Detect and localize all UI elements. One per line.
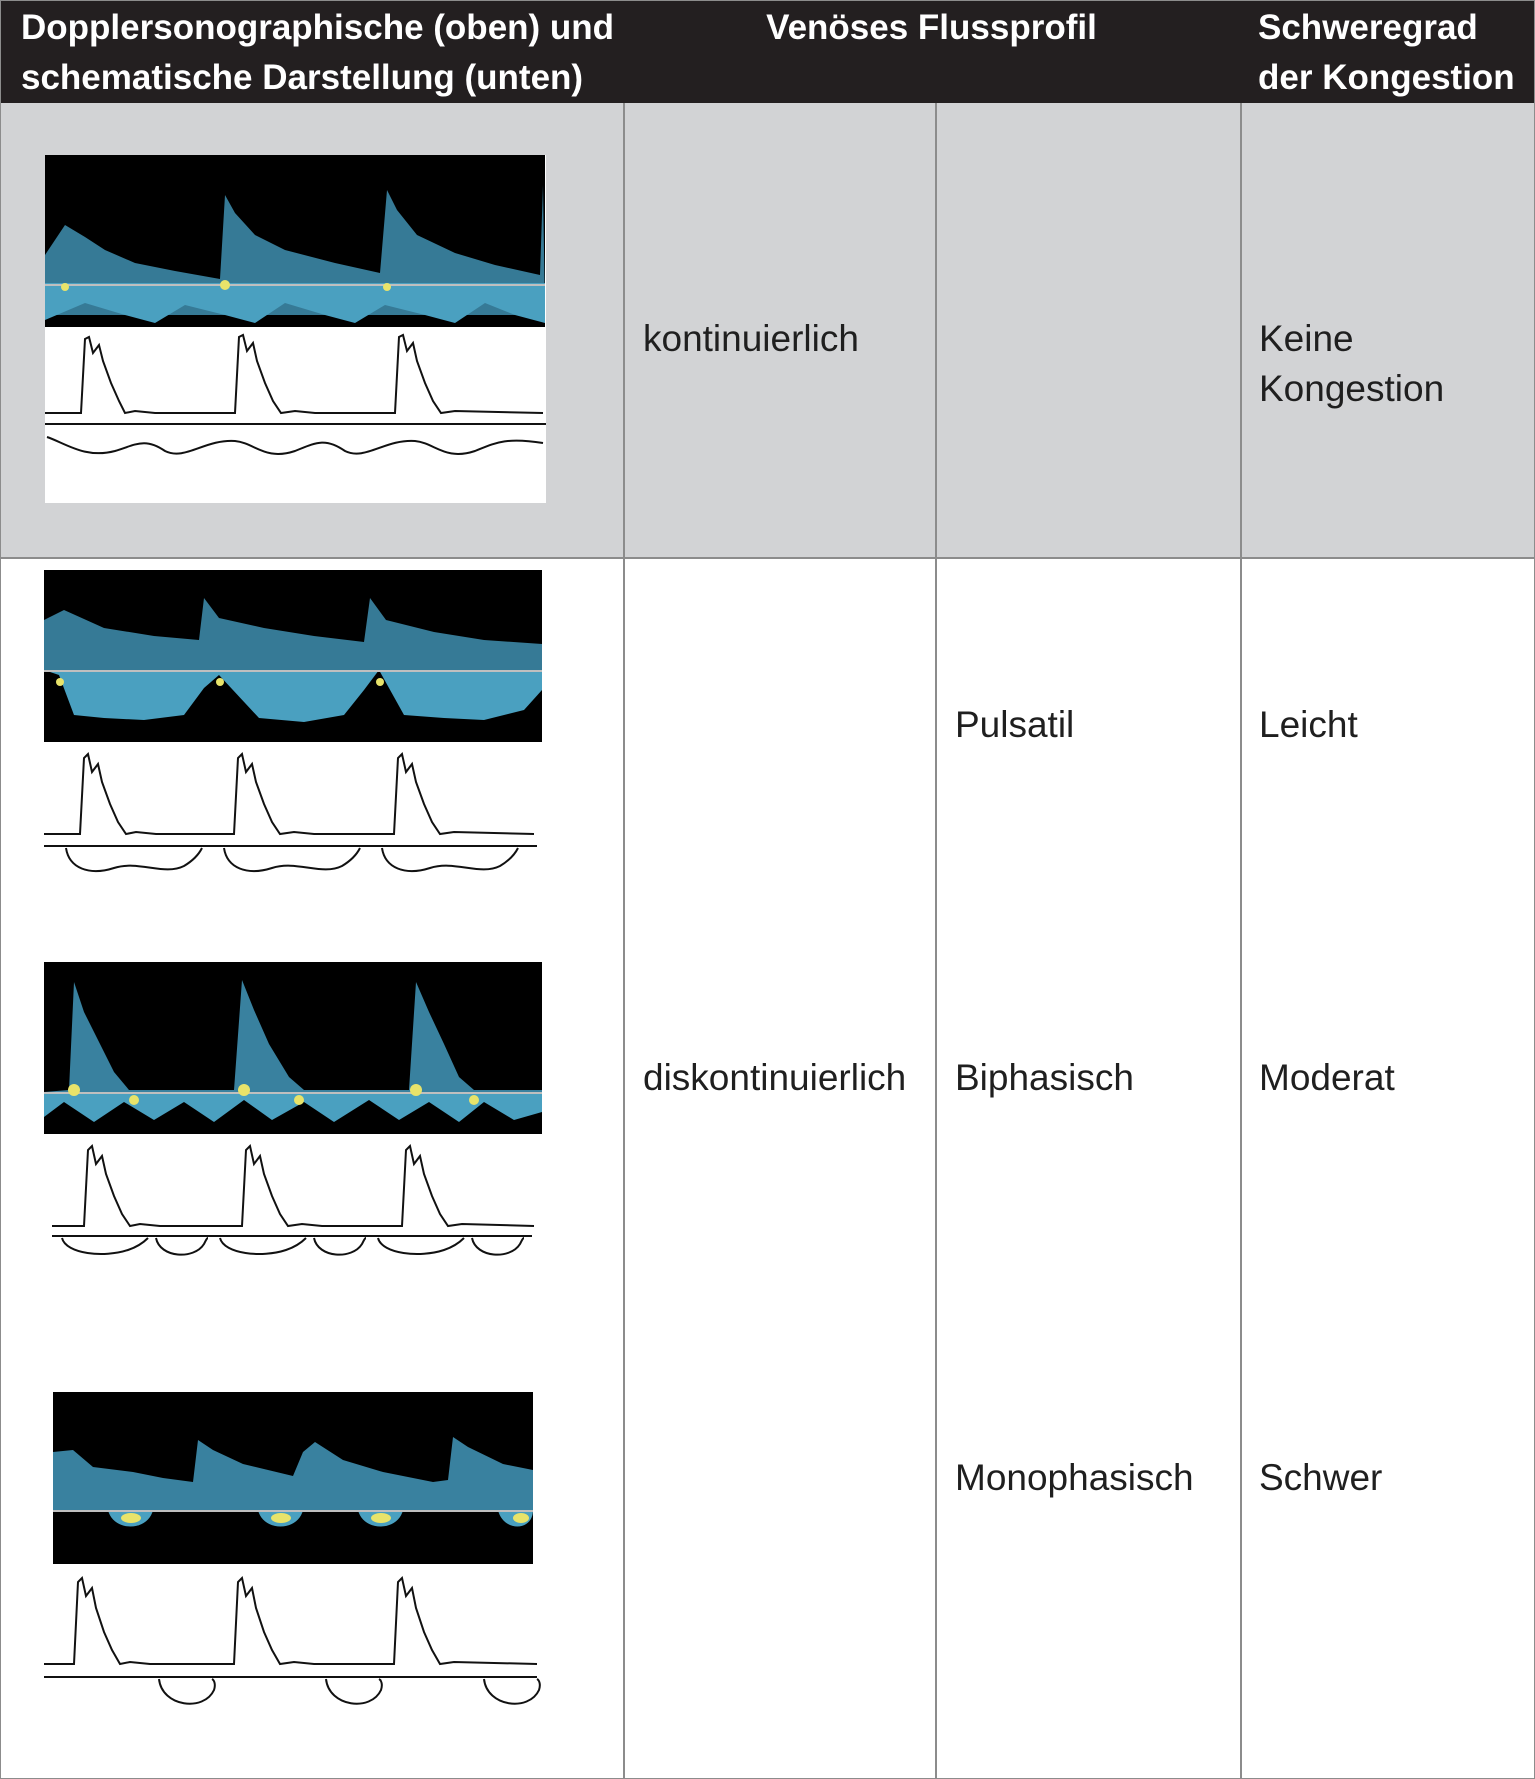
schematic-waveform-monophasic	[44, 1572, 544, 1722]
flow-continuous-label: kontinuierlich	[643, 318, 859, 359]
doppler-spectrum-monophasic	[53, 1392, 533, 1564]
flow-subtype-monophasic: Monophasisch	[955, 1457, 1194, 1498]
waveform-figure-continuous	[45, 155, 546, 503]
table-header	[1, 1, 1534, 103]
severity-none-label: Keine Kongestion	[1259, 318, 1445, 409]
doppler-spectrum-pulsatile	[44, 570, 542, 742]
flow-subtype-biphasic: Biphasisch	[955, 1057, 1134, 1098]
column-divider	[935, 103, 937, 1778]
flow-discontinuous-label: diskontinuierlich	[643, 1057, 907, 1098]
severity-moderate-label: Moderat	[1259, 1057, 1395, 1098]
header-venous-flow-profile: Venöses Flussprofil	[766, 8, 1097, 47]
severity-severe-label: Schwer	[1259, 1457, 1383, 1498]
column-divider	[623, 103, 625, 1778]
header-doppler-representation: Dopplersonographische (oben) und schematische Darstellung (unten)	[21, 8, 615, 97]
column-divider	[1240, 103, 1242, 1778]
doppler-spectrum-biphasic	[44, 962, 542, 1134]
waveform-figure-pulsatile	[44, 570, 544, 880]
schematic-waveform-biphasic	[44, 1140, 544, 1272]
flow-subtype-pulsatile: Pulsatil	[955, 704, 1075, 745]
waveform-figure-biphasic	[44, 962, 544, 1272]
schematic-waveform-pulsatile	[44, 748, 544, 880]
header-congestion-severity: Schweregrad der Kongestion	[1258, 8, 1515, 97]
schematic-waveform-continuous	[45, 331, 546, 503]
row-divider	[1, 557, 1534, 559]
doppler-spectrum-continuous	[45, 155, 545, 327]
severity-mild-label: Leicht	[1259, 704, 1358, 745]
waveform-figure-monophasic	[44, 1392, 544, 1722]
